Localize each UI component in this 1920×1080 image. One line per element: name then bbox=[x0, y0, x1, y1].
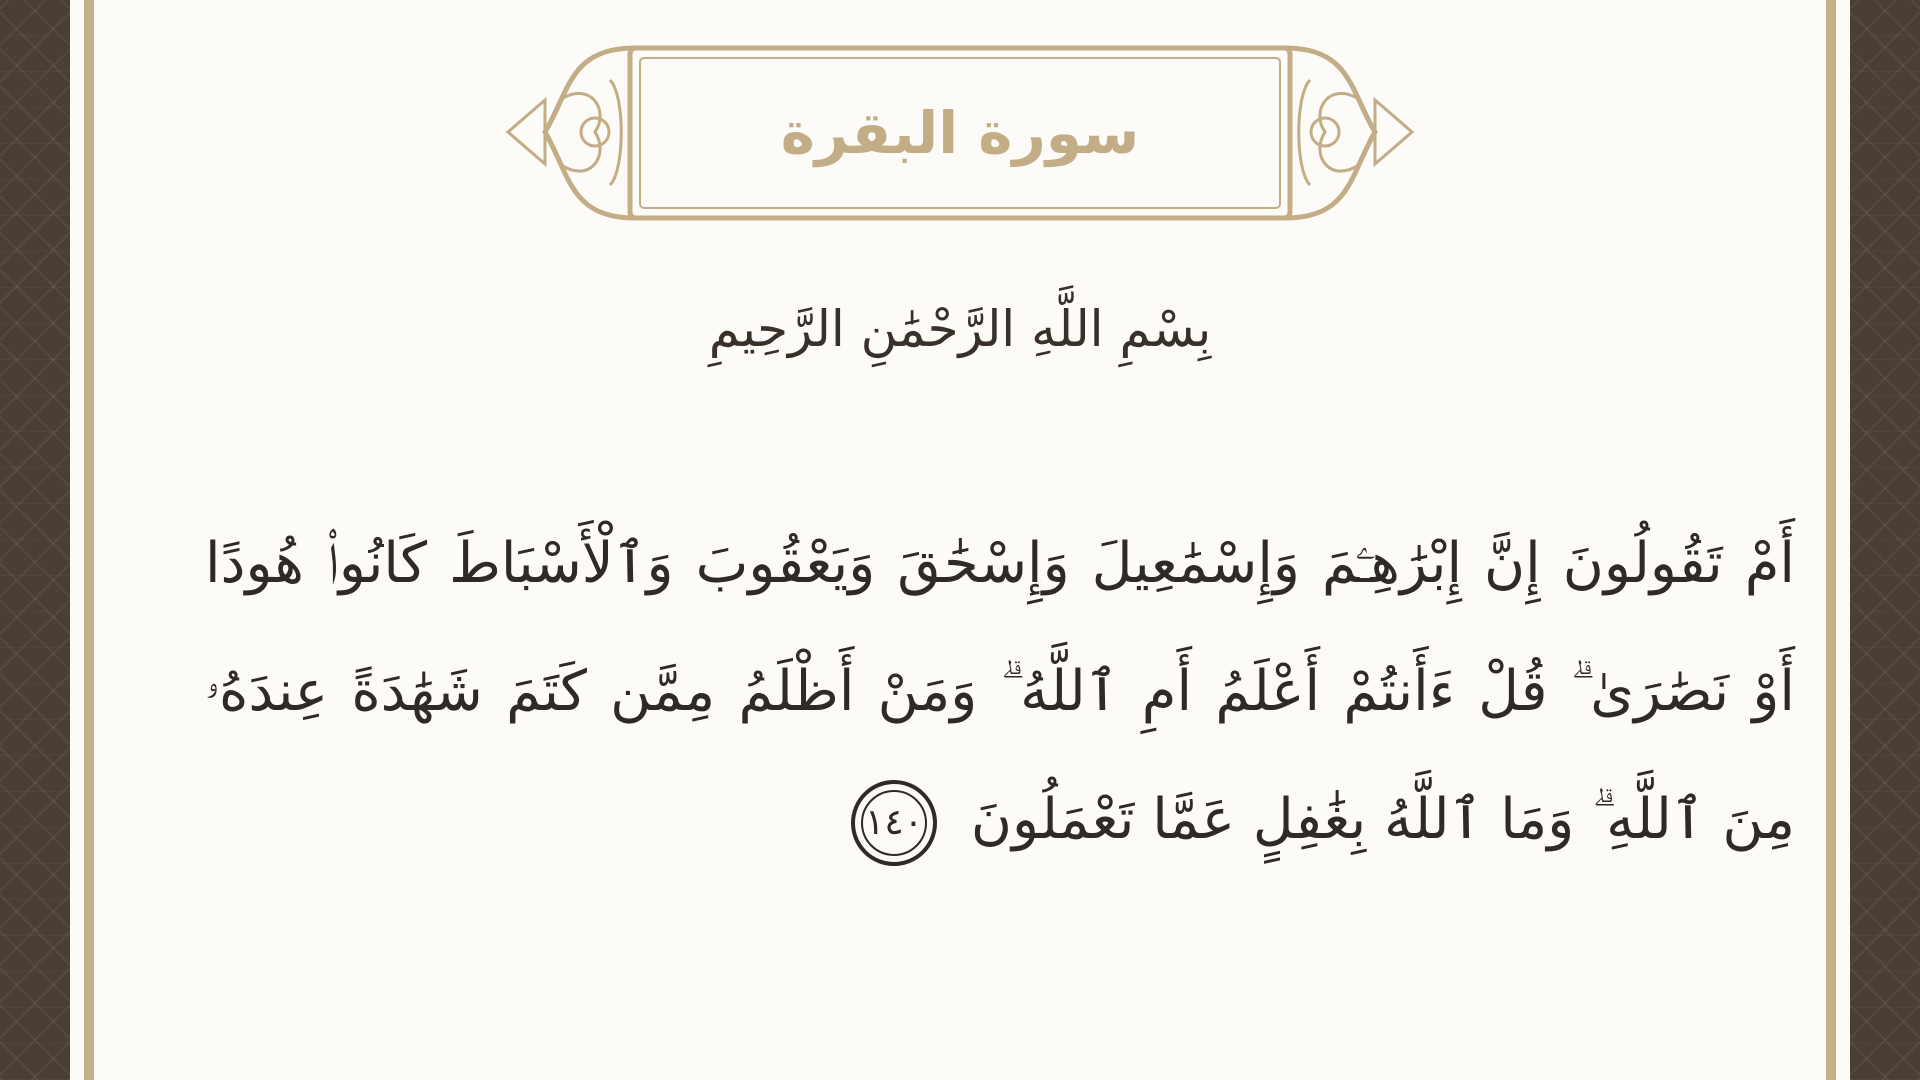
verse-text bbox=[205, 500, 1795, 884]
verse-line: عِندَهُۥ مِنَ ٱللَّهِ ۗ وَمَا ٱللَّهُ بِغَٰفِلٍ عَمَّا تَعْمَلُونَ bbox=[205, 659, 1795, 852]
ayah-number-marker: ١٤٠ bbox=[851, 780, 937, 866]
verse-line: هُودًا أَوْ نَصَٰرَىٰ ۗ قُلْ ءَأَنتُمْ أَعْلَمُ أَمِ ٱللَّهُ ۗ وَمَنْ أَظْلَمُ مِمَّن كَتَمَ شَهَٰدَةً bbox=[205, 531, 1795, 724]
left-gold-rule bbox=[84, 0, 94, 1080]
right-pattern-border bbox=[1850, 0, 1920, 1080]
right-gold-rule bbox=[1826, 0, 1836, 1080]
verse-line: أَمْ تَقُولُونَ إِنَّ إِبْرَٰهِـۧمَ وَإِسْمَٰعِيلَ وَإِسْحَٰقَ وَيَعْقُوبَ وَٱلْأَسْبَاطَ كَانُوا۟ bbox=[326, 531, 1795, 596]
surah-title: سورة البقرة bbox=[780, 98, 1140, 167]
left-pattern-border bbox=[0, 0, 70, 1080]
basmala: بِسْمِ اللَّهِ الرَّحْمَٰنِ الرَّحِيمِ bbox=[708, 300, 1212, 358]
surah-title-cartouche bbox=[500, 40, 1420, 225]
